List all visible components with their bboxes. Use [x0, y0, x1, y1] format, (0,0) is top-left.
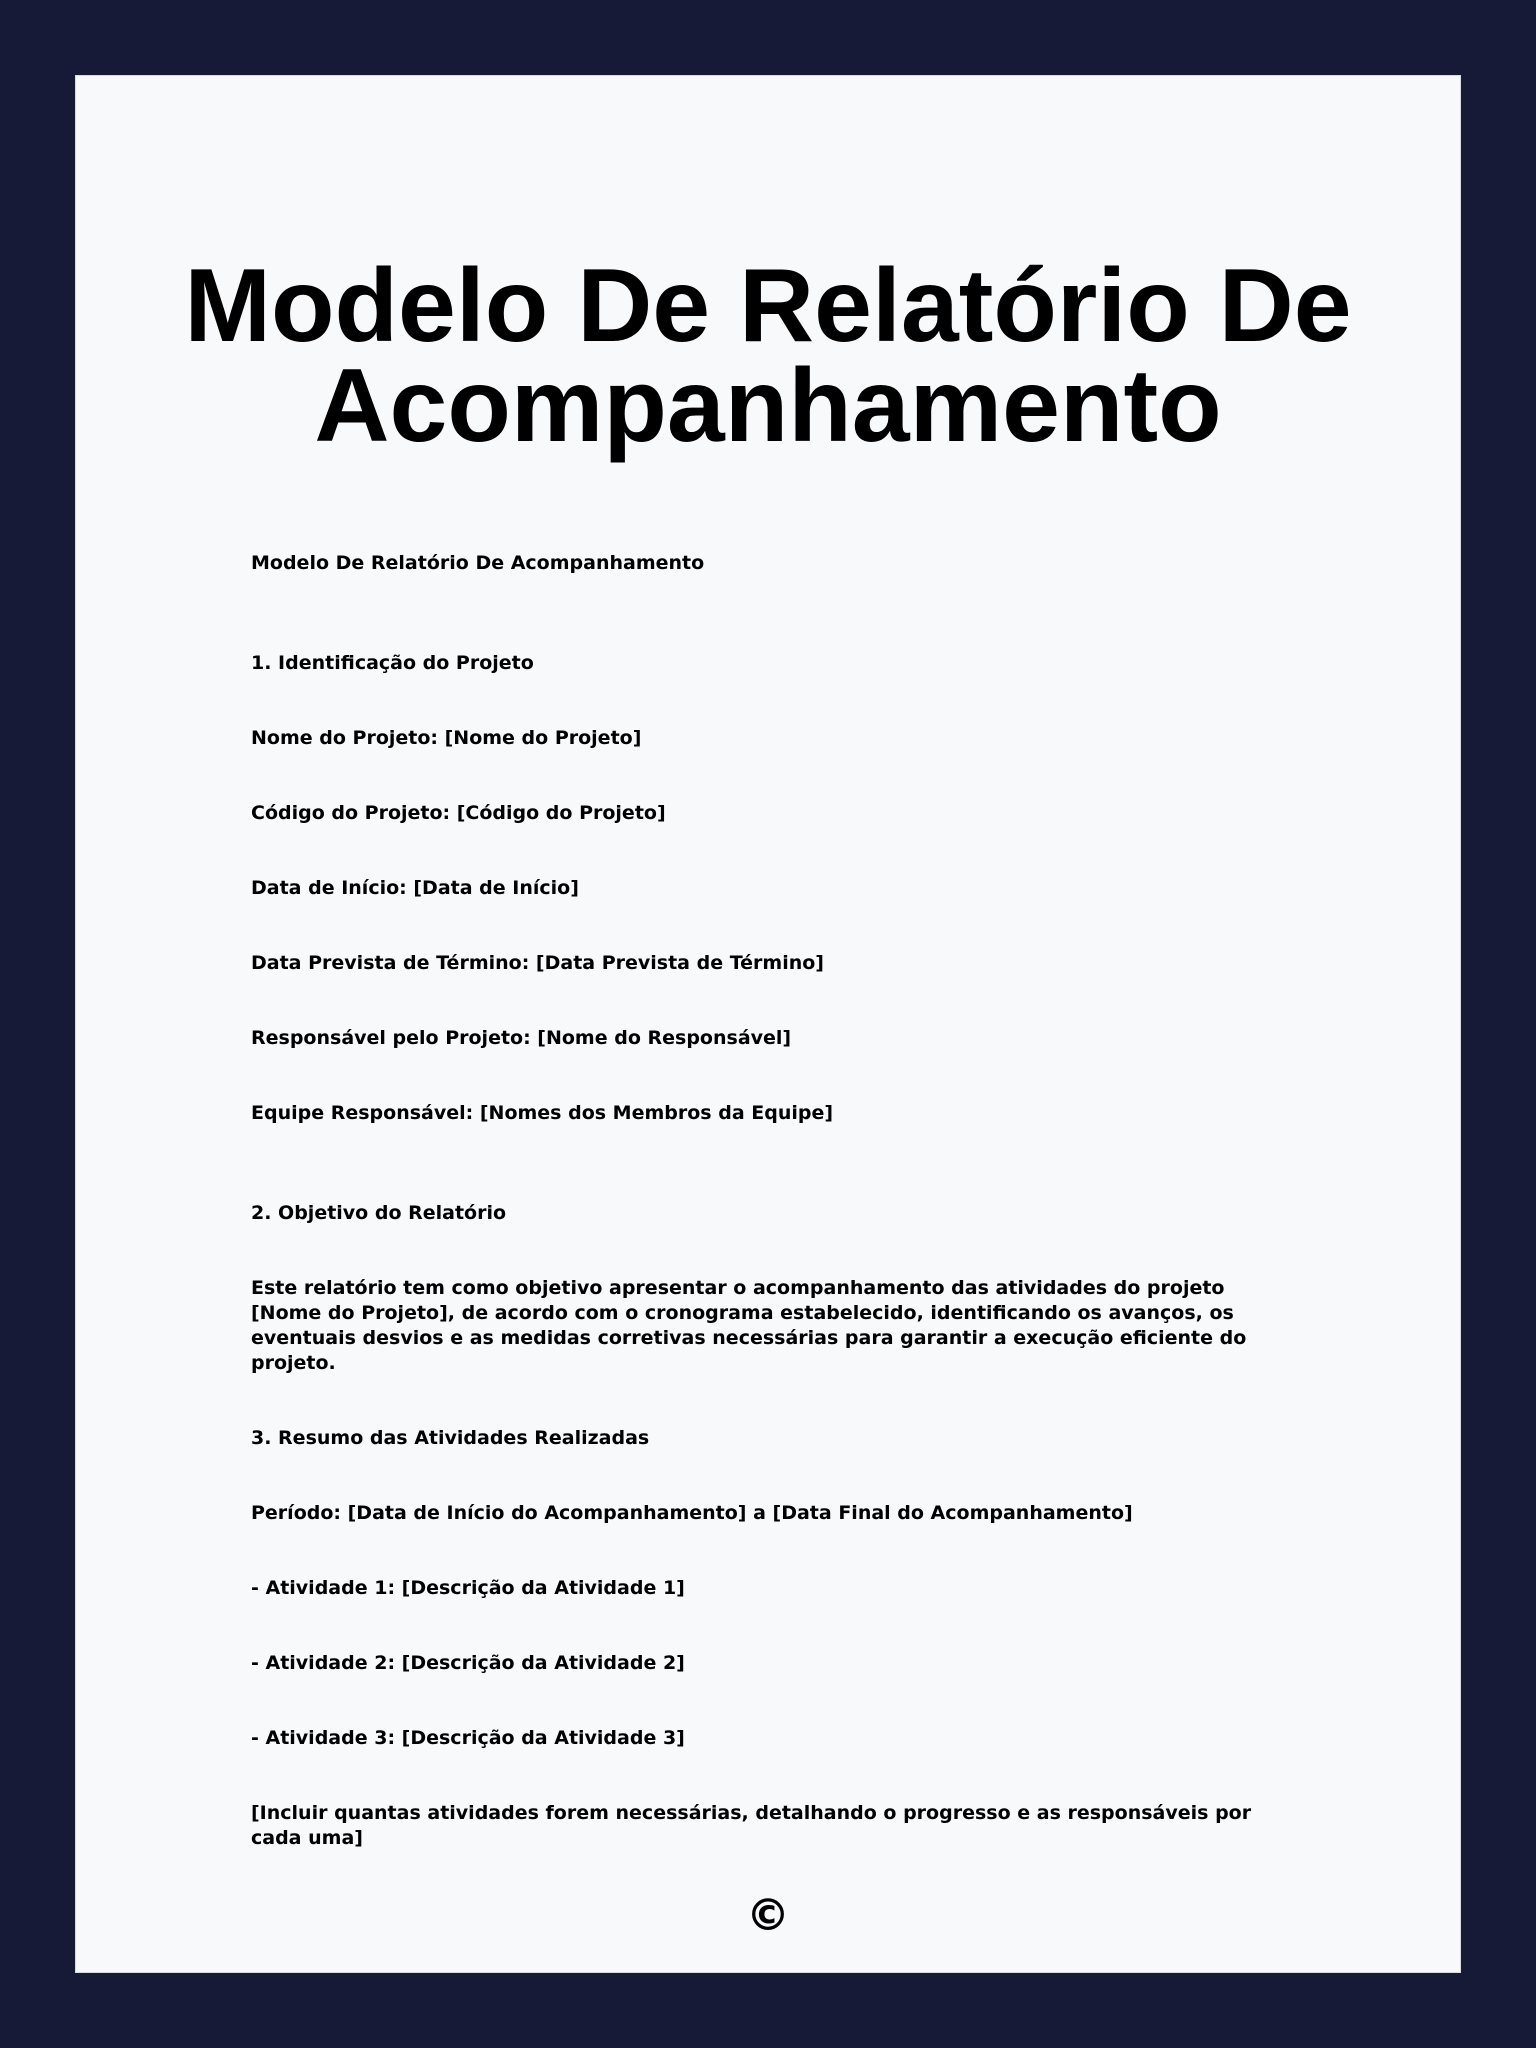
document-title: Modelo De Relatório De Acompanhamento: [184, 248, 1352, 464]
copyright-icon: ©: [746, 1890, 790, 1941]
section-heading-objective: 2. Objetivo do Relatório: [251, 1202, 507, 1224]
objective-paragraph: Este relatório tem como objetivo apresentar o acompanhamento das atividades do projeto [Nome do Projeto], de acordo com o cronograma estabelecido, identificando os avanços, os eventuais desvios e as medidas corretivas necessárias para garantir a execução eficiente do projeto.: [251, 1277, 1247, 1374]
section-heading-activities: 3. Resumo das Atividades Realizadas: [251, 1427, 650, 1449]
field-expected-end-date: Data Prevista de Término: [Data Prevista de Término]: [251, 952, 824, 974]
document-subtitle: Modelo De Relatório De Acompanhamento: [251, 552, 705, 574]
activity-period: Período: [Data de Início do Acompanhamento] a [Data Final do Acompanhamento]: [251, 1502, 1133, 1524]
field-project-code: Código do Projeto: [Código do Projeto]: [251, 802, 666, 824]
activity-item: - Atividade 3: [Descrição da Atividade 3]: [251, 1727, 685, 1749]
field-team: Equipe Responsável: [Nomes dos Membros da Equipe]: [251, 1102, 834, 1124]
field-start-date: Data de Início: [Data de Início]: [251, 877, 579, 899]
document-body: [251, 551, 1291, 1876]
activity-item: - Atividade 1: [Descrição da Atividade 1]: [251, 1577, 685, 1599]
activity-item: - Atividade 2: [Descrição da Atividade 2]: [251, 1652, 685, 1674]
section-heading-identification: 1. Identificação do Projeto: [251, 652, 534, 674]
field-project-name: Nome do Projeto: [Nome do Projeto]: [251, 727, 642, 749]
document-page: [75, 75, 1461, 1973]
field-project-manager: Responsável pelo Projeto: [Nome do Responsável]: [251, 1027, 792, 1049]
activities-note: [Incluir quantas atividades forem necessárias, detalhando o progresso e as responsáveis por cada uma]: [251, 1802, 1252, 1849]
